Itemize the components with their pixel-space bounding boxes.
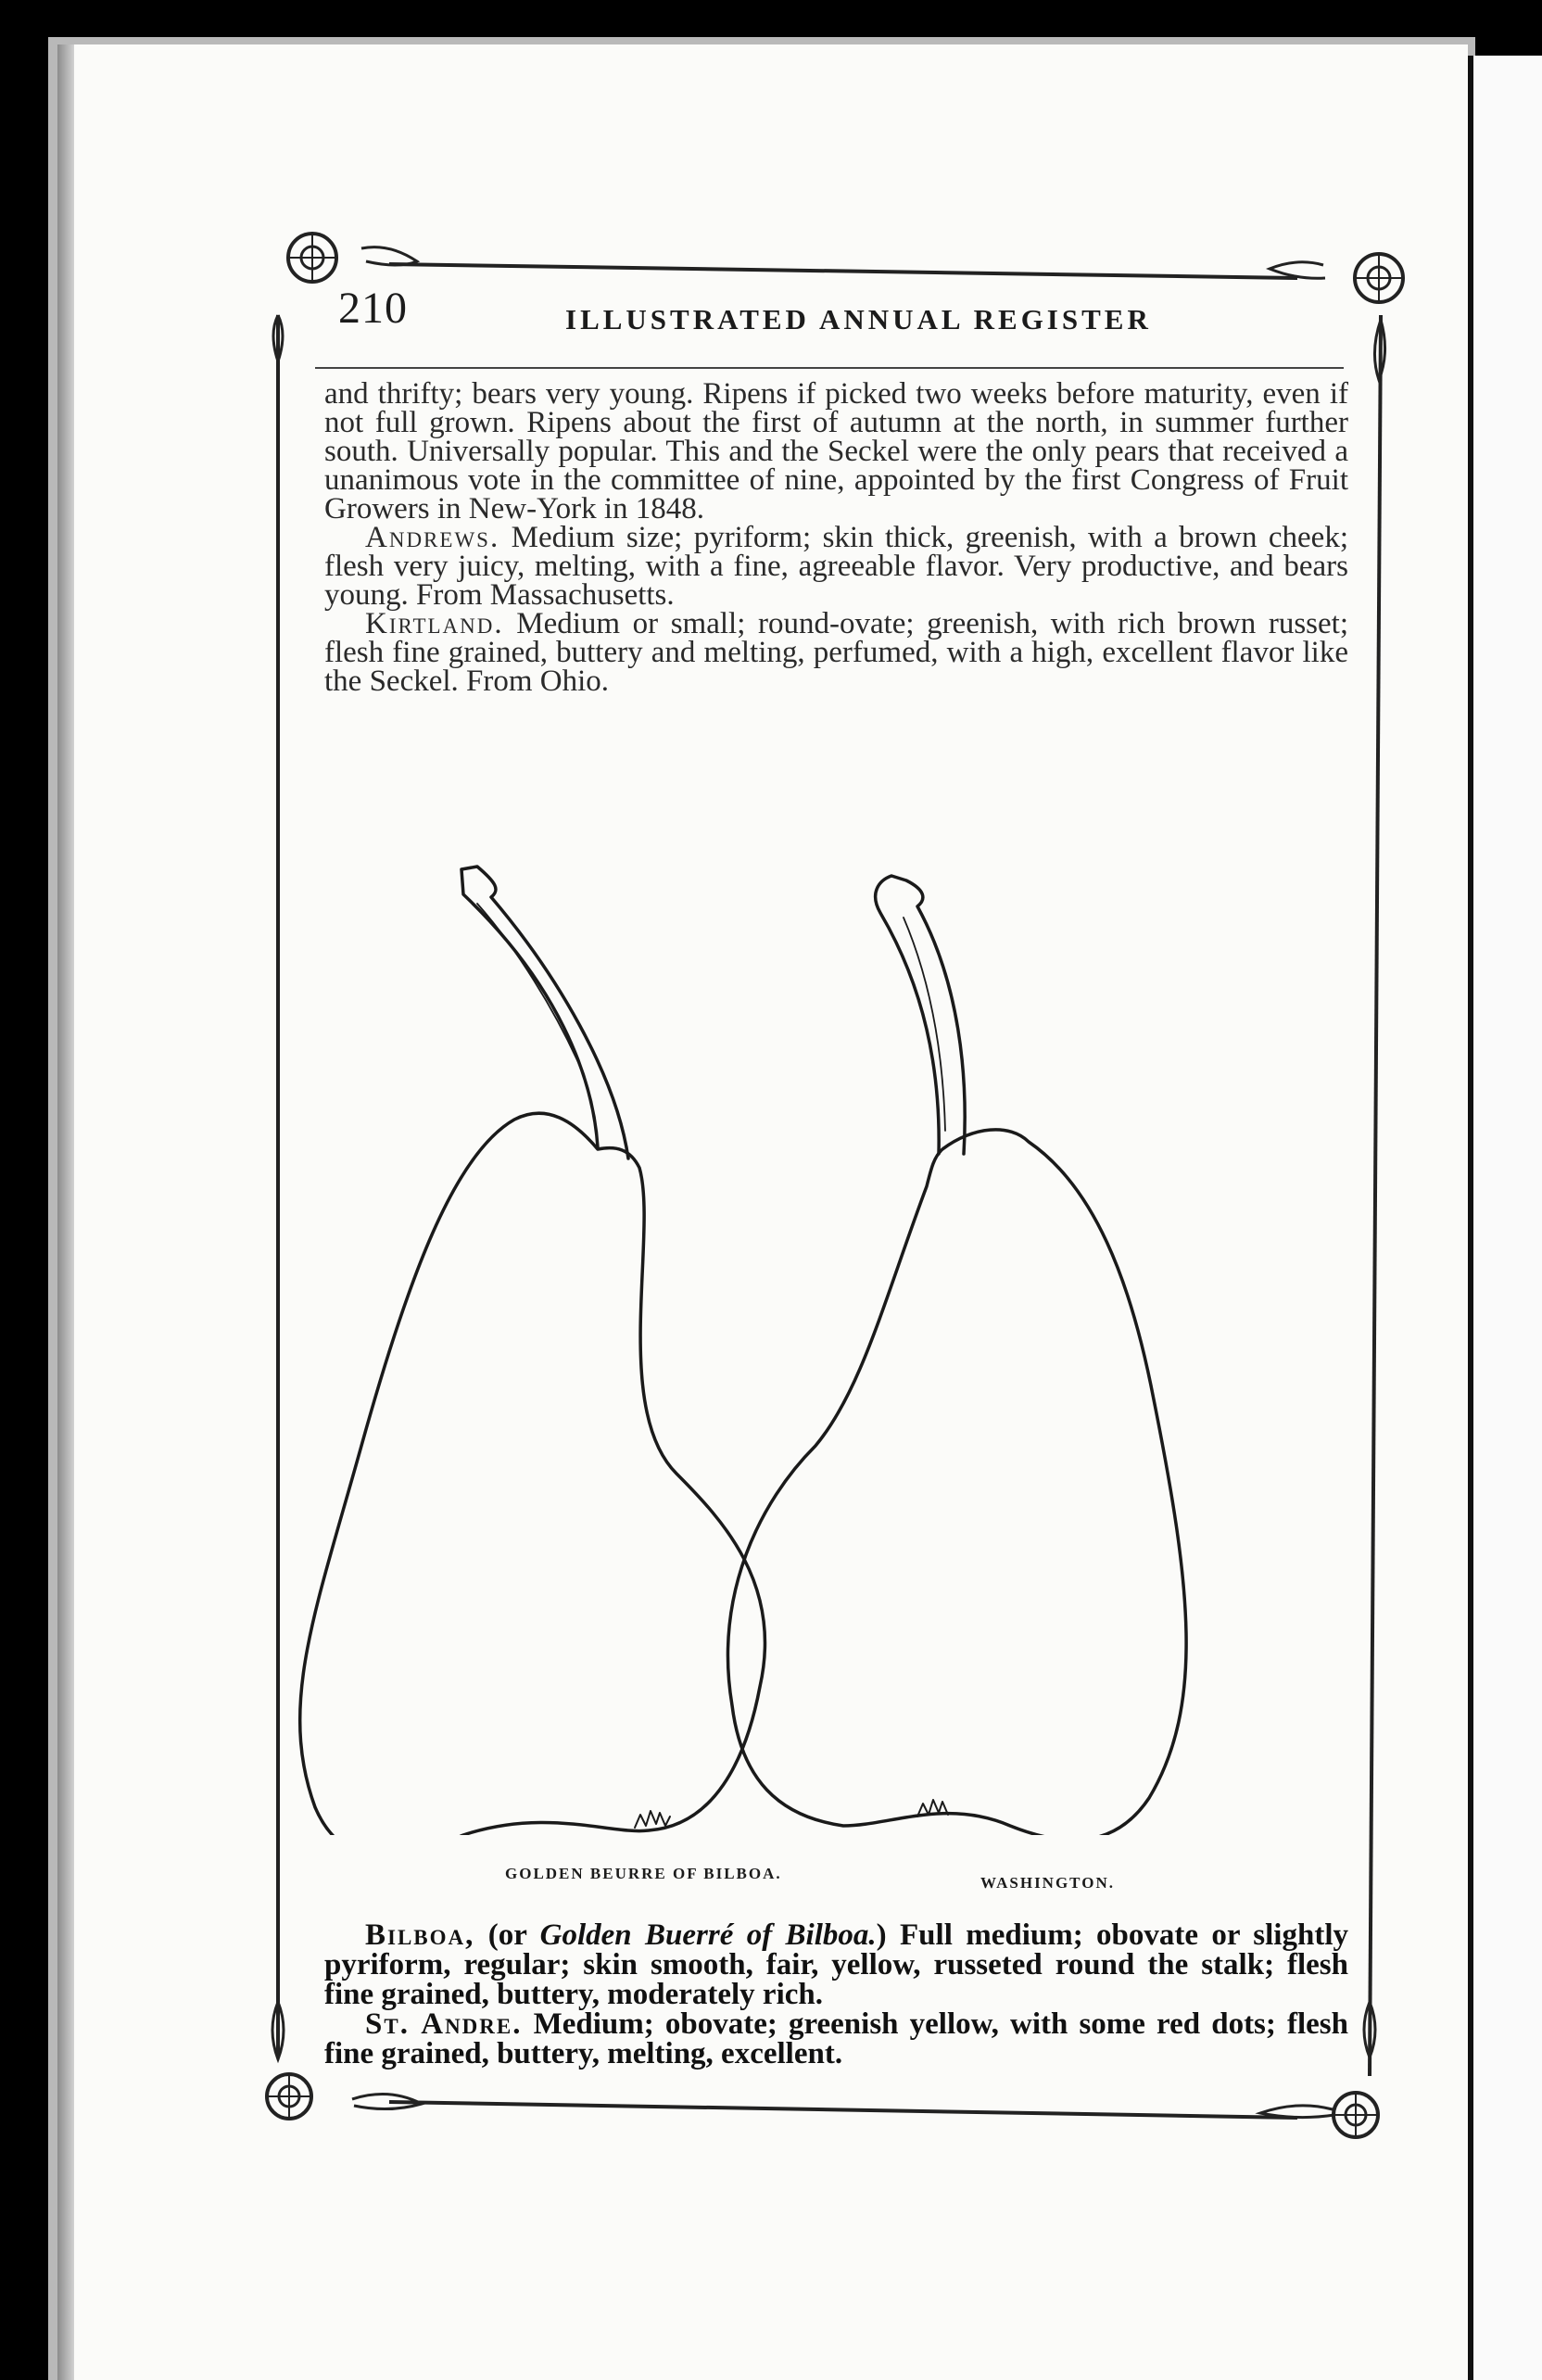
bottom-text-block [324,1920,1348,2069]
entry-name: Andrews. [365,521,500,554]
entry-text: Medium or small; round-ovate; greenish, with rich brown russet; flesh fine grained, buttery and melting, perfumed, with a high, excellent flavor like the Seckel. From Ohio. [324,607,1348,698]
entry-name: Bilboa, [365,1918,475,1952]
pear-illustration [278,797,1344,1835]
entry-andrews [324,521,1348,612]
pear-left-outline [300,1113,765,1835]
page-header [320,283,1344,338]
caption-washington: WASHINGTON. [980,1874,1115,1892]
header-rule [315,367,1344,369]
entry-bilboa: Bilboa, (or Golden Buerré of Bilboa.) Full medium; obovate or slightly pyriform, regular; skin smooth, fair, yellow, russeted round the stalk; flesh fine grained, buttery, moderately rich. [324,1918,1348,2011]
pear-right-outline [728,1130,1187,1835]
entry-name: St. Andre. [365,2007,523,2041]
entry-text: Medium size; pyriform; skin thick, greenish, with a brown cheek; flesh very juicy, melting, with a fine, agreeable flavor. Very productive, and bears young. From Massachusetts. [324,521,1348,612]
pear-left-calyx [635,1811,670,1828]
running-head: ILLUSTRATED ANNUAL REGISTER [565,303,1152,335]
caption-golden-beurre-of-bilboa: GOLDEN BEURRE OF BILBOA. [505,1865,782,1882]
entry-name: Kirtland. [365,607,504,640]
entry-text: Full medium; obovate or slightly pyriform, regular; skin smooth, fair, yellow, russeted round the stalk; flesh fine grained, buttery, moderately rich. [324,1918,1348,2011]
pear-right-stem [876,876,966,1154]
entry-alt-name: Golden Buerré of Bilboa. [539,1918,877,1952]
entry-text: Medium; obovate; greenish yellow, with some red dots; flesh fine grained, buttery, melting, excellent. [324,2007,1349,2070]
facing-page-edge [1468,56,1542,2380]
top-text-block [324,377,1348,698]
page-number: 210 [338,284,408,333]
continuation-paragraph: and thrifty; bears very young. Ripens if picked two weeks before maturity, even if not full grown. Ripens about the first of autumn at the north, in summer further south. Universally popular. This and the Seckel were the only pears that received a unanimous vote in the committee of nine, appointed by the first Congress of Fruit Growers in New-York in 1848. [324,377,1348,525]
book-spine-edge [57,44,74,2380]
entry-kirtland [324,607,1348,698]
entry-st-andre [324,2009,1348,2069]
